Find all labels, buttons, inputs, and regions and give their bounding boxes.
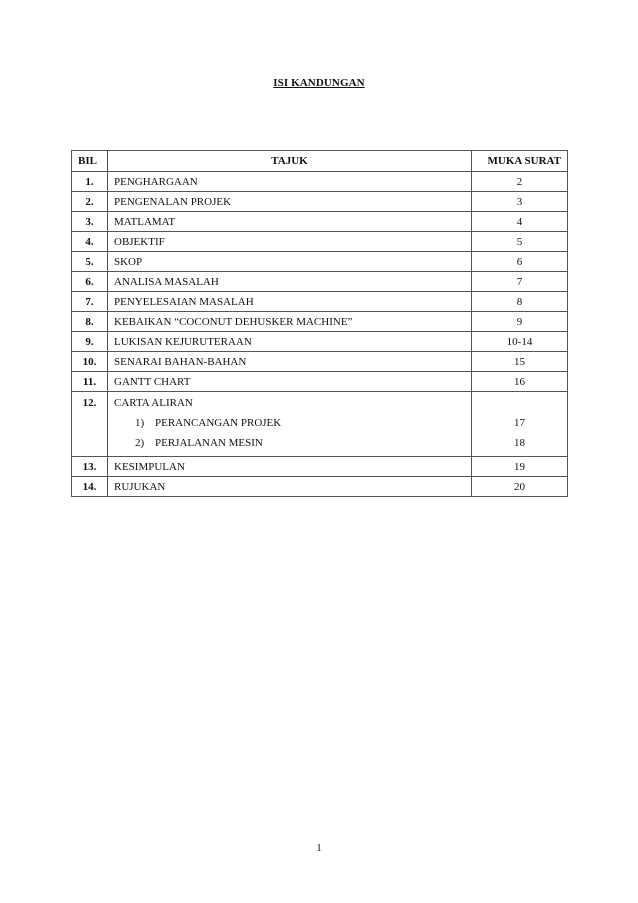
row-number: 7. <box>72 292 108 312</box>
row-number: 2. <box>72 192 108 212</box>
row-page: 20 <box>472 477 568 497</box>
row-number-text: 12. <box>82 397 97 409</box>
row-title: SENARAI BAHAN-BAHAN <box>108 352 472 372</box>
table-row <box>72 312 568 332</box>
row-number: 9. <box>72 332 108 352</box>
row-title: MATLAMAT <box>108 212 472 232</box>
row-page <box>472 392 568 457</box>
table-row <box>72 352 568 372</box>
sub-item <box>114 433 465 453</box>
table-row <box>72 457 568 477</box>
row-number: 5. <box>72 252 108 272</box>
row-title: PENGENALAN PROJEK <box>108 192 472 212</box>
row-title-text: CARTA ALIRAN <box>114 397 193 409</box>
row-number: 8. <box>72 312 108 332</box>
page-number: 1 <box>316 842 322 854</box>
row-number: 6. <box>72 272 108 292</box>
table-header-row <box>72 151 568 172</box>
table-row <box>72 192 568 212</box>
header-tajuk: TAJUK <box>108 151 472 172</box>
table-row <box>72 272 568 292</box>
row-number: 13. <box>72 457 108 477</box>
row-title: OBJEKTIF <box>108 232 472 252</box>
row-title: GANTT CHART <box>108 372 472 392</box>
table-row <box>72 332 568 352</box>
sub-item-label: PERANCANGAN PROJEK <box>155 417 282 429</box>
header-muka-surat: MUKA SURAT <box>472 151 568 172</box>
row-page-text <box>478 395 561 413</box>
row-page: 3 <box>472 192 568 212</box>
row-title: RUJUKAN <box>108 477 472 497</box>
table-row <box>72 292 568 312</box>
table-row <box>72 172 568 192</box>
row-number: 4. <box>72 232 108 252</box>
row-page: 7 <box>472 272 568 292</box>
row-title <box>108 392 472 457</box>
row-page: 6 <box>472 252 568 272</box>
row-title: SKOP <box>108 252 472 272</box>
row-page: 8 <box>472 292 568 312</box>
row-number: 1. <box>72 172 108 192</box>
table-row <box>72 212 568 232</box>
sub-item-page: 17 <box>514 417 525 429</box>
row-number: 11. <box>72 372 108 392</box>
row-page: 9 <box>472 312 568 332</box>
row-page: 19 <box>472 457 568 477</box>
row-number: 14. <box>72 477 108 497</box>
contents-table <box>71 150 568 497</box>
row-page: 2 <box>472 172 568 192</box>
header-bil: BIL <box>72 151 108 172</box>
table-row <box>72 252 568 272</box>
sub-item-number: 2) <box>135 437 145 449</box>
row-page: 5 <box>472 232 568 252</box>
row-number: 3. <box>72 212 108 232</box>
page-title: ISI KANDUNGAN <box>273 77 365 89</box>
sub-item-number: 1) <box>135 417 145 429</box>
row-page: 10-14 <box>472 332 568 352</box>
row-title: LUKISAN KEJURUTERAAN <box>108 332 472 352</box>
table-row <box>72 392 568 457</box>
table-row <box>72 232 568 252</box>
row-page: 4 <box>472 212 568 232</box>
row-number: 10. <box>72 352 108 372</box>
row-page: 15 <box>472 352 568 372</box>
table-row <box>72 372 568 392</box>
row-title: ANALISA MASALAH <box>108 272 472 292</box>
row-page: 16 <box>472 372 568 392</box>
row-number <box>72 392 108 457</box>
row-title: KEBAIKAN “COCONUT DEHUSKER MACHINE” <box>108 312 472 332</box>
sub-item-page: 18 <box>514 437 525 449</box>
table-row <box>72 477 568 497</box>
sub-item-label: PERJALANAN MESIN <box>155 437 263 449</box>
row-title: PENYELESAIAN MASALAH <box>108 292 472 312</box>
row-title: PENGHARGAAN <box>108 172 472 192</box>
sub-item <box>114 413 465 433</box>
row-title: KESIMPULAN <box>108 457 472 477</box>
